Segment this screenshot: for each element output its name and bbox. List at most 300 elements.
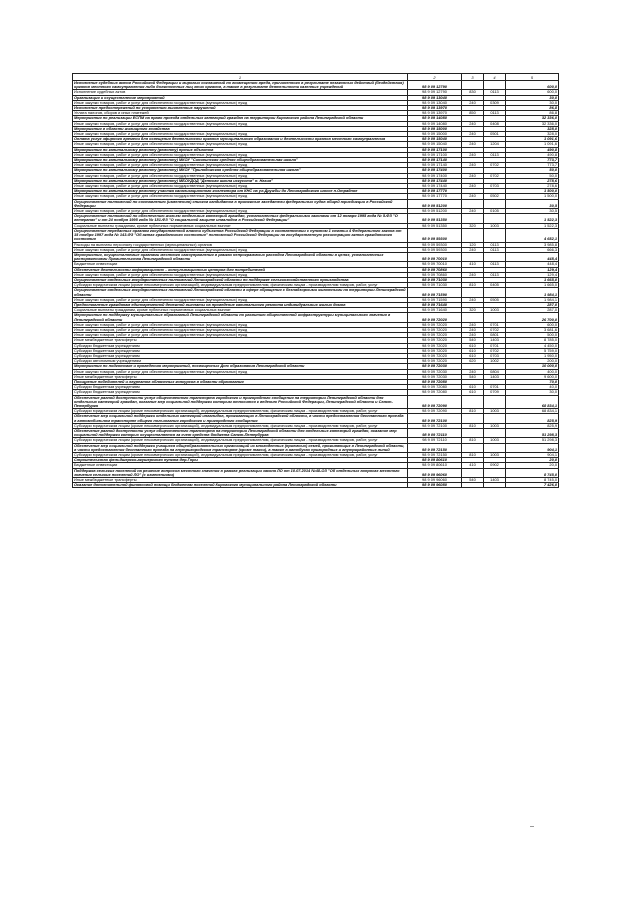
row-amount: 904,1	[506, 443, 559, 452]
row-amount: 30,0	[506, 95, 559, 100]
row-target-code: 98 9 09 72030	[408, 369, 462, 374]
row-target-code: 98 9 09 17770	[408, 194, 462, 199]
row-expense-type: 830	[462, 90, 484, 95]
row-amount: 1 091,6	[506, 142, 559, 147]
row-description: Обеспечение деятельности информационно – консультационных центров для потребителей	[73, 267, 408, 272]
row-description: Осуществление полномочий по составлению (изменению) списков кандидатов в присяжные заседатели федеральных судов общей юрисдикции в Российской Федерации	[73, 199, 408, 208]
row-description: Иные закупки товаров, работ и услуг для обеспечения государственных (муниципальных) нужд	[73, 194, 408, 199]
row-section-code: 0701	[484, 322, 506, 327]
row-amount: 1 984,1	[506, 288, 559, 297]
row-description: Осуществление полномочий по обеспечению жильем отдельных категорий граждан, установленных федеральными законами от 12 января 1995 года № 5-ФЗ "О ветеранах" и от 24 ноября 1995 года № 181-ФЗ "О социальной защите инвалидов в Российской Федерации"	[73, 214, 408, 223]
row-section-code: 1003	[484, 308, 506, 313]
row-section-code: 0408	[484, 121, 506, 126]
row-expense-type: 540	[462, 338, 484, 343]
row-expense-type	[462, 395, 484, 409]
row-description: Мероприятия по капитальному ремонту (ремонту) прочих объектов	[73, 147, 408, 152]
row-description: Субсидии юридическим лицам (кроме некоммерческих организаций), индивидуальным предпринимателям, физическим лицам - производителям товаров, работ, услуг	[73, 438, 408, 443]
row-section-code: 0703	[484, 184, 506, 189]
row-section-code: 1003	[484, 453, 506, 458]
row-target-code: 98 9 09 72030	[408, 364, 462, 369]
row-amount: 3 985,8	[506, 242, 559, 247]
row-target-code: 98 9 09 80610	[408, 463, 462, 468]
row-target-code: 98 9 09 71640	[408, 308, 462, 313]
row-section-code: 0702	[484, 173, 506, 178]
row-expense-type	[462, 199, 484, 208]
row-section-code	[484, 414, 506, 423]
row-section-code	[484, 468, 506, 477]
row-target-code: 98 9 09 17400	[408, 173, 462, 178]
row-amount: 40,0	[506, 385, 559, 390]
row-expense-type: 610	[462, 343, 484, 348]
row-description: Исполнение предостережений по устранению выявленных нарушений	[73, 106, 408, 111]
row-target-code: 98 9 09 71030	[408, 277, 462, 282]
row-description: Исполнение судебных актов Российской Федерации и мировых соглашений по возмещению вреда, причиненного в результате незаконных действий (бездействия) органов местного самоуправления либо должностных лиц этих органов, а также в результате деятельности казенных учреждений	[73, 81, 408, 90]
row-expense-type: 240	[462, 327, 484, 332]
row-amount: 51 298,3	[506, 438, 559, 443]
row-description: Мероприятия по поддержку муниципальных образований Ленинградской области по развитию общественной инфраструктуры муниципального значения в Ленинградской области	[73, 313, 408, 322]
row-amount: 4 450,0	[506, 343, 559, 348]
row-description: Субсидии бюджетным учреждениям	[73, 390, 408, 395]
row-amount: 448,4	[506, 262, 559, 267]
row-description: Иные межбюджетные трансферты	[73, 338, 408, 343]
row-section-code	[484, 288, 506, 297]
row-amount: 1 984,1	[506, 297, 559, 302]
row-target-code: 98 9 09 72100	[408, 414, 462, 423]
row-section-code: 0703	[484, 353, 506, 358]
row-expense-type	[462, 414, 484, 423]
row-description: Осуществление отдельных государственных полномочий Ленинградской области в сфере обращения с безнадзорными животными на территории Ленинградской области	[74, 287, 406, 297]
row-amount: 1 665,0	[506, 283, 559, 288]
row-amount: 200,0	[506, 359, 559, 364]
row-target-code: 98 9 09 72020	[408, 313, 462, 322]
row-expense-type: 810	[462, 423, 484, 428]
row-target-code: 98 9 09 71590	[408, 297, 462, 302]
row-description: Иные закупки товаров, работ и услуг для обеспечения государственных (муниципальных) нужд	[73, 132, 408, 137]
row-description: Организация и осуществление мероприятий	[73, 95, 408, 100]
row-expense-type: 240	[462, 247, 484, 252]
row-amount: 500,0	[506, 333, 559, 338]
row-description: Мероприятия по капитальному ремонту (ремонту) МКОУ "Синявинская средняя общеобразовательная школа"	[73, 158, 408, 163]
row-amount: 490,8	[506, 152, 559, 157]
row-amount: 278,6	[506, 178, 559, 183]
row-amount: 8 785,0	[506, 338, 559, 343]
row-amount: 68 834,1	[506, 409, 559, 414]
row-target-code: 98 9 09 17440	[408, 184, 462, 189]
row-target-code: 98 9 09 72020	[408, 338, 462, 343]
row-target-code: 98 9 09 72080	[408, 385, 462, 390]
row-expense-type: 540	[462, 374, 484, 379]
table-row	[73, 429, 559, 438]
table-row	[73, 228, 559, 242]
row-amount: 1 522,3	[506, 214, 559, 223]
row-amount: 1 091,6	[506, 137, 559, 142]
row-target-code: 98 9 09 17770	[408, 189, 462, 194]
row-expense-type: 240	[462, 132, 484, 137]
row-expense-type: 610	[462, 390, 484, 395]
row-target-code: 98 9 09 72020	[408, 353, 462, 358]
row-description: Субсидии юридическим лицам (кроме некоммерческих организаций), индивидуальным предпринимателям, физическим лицам - производителям товаров, работ, услуг	[73, 453, 408, 458]
row-amount: 825,9	[506, 414, 559, 423]
row-target-code: 98 9 09 59300	[408, 242, 462, 247]
row-target-code: 98 9 09 12790	[408, 81, 462, 90]
row-description: Мероприятия по капитальному ремонту (ремонту) МКОУ "Приладожская средняя общеобразовательная школа"	[73, 168, 408, 173]
row-amount: 5 759,0	[506, 348, 559, 353]
row-section-code: 0405	[484, 283, 506, 288]
row-amount: 1 665,0	[506, 277, 559, 282]
row-amount: 1 522,3	[506, 223, 559, 228]
row-amount: 32 336,0	[506, 121, 559, 126]
row-target-code: 98 9 09 70860	[408, 267, 462, 272]
row-description: Субсидии бюджетным учреждениям	[73, 385, 408, 390]
table-row	[73, 313, 559, 322]
row-target-code: 98 9 09 72020	[408, 348, 462, 353]
row-description: Иные закупки товаров, работ и услуг для обеспечения государственных (муниципальных) нужд	[73, 369, 408, 374]
row-target-code: 98 9 09 72020	[408, 359, 462, 364]
row-section-code: 1204	[484, 142, 506, 147]
row-target-code: 98 9 09 14080	[408, 116, 462, 121]
row-section-code: 0113	[484, 90, 506, 95]
row-section-code: 0701	[484, 385, 506, 390]
row-section-code: 0113	[484, 111, 506, 116]
header-col-2: 2	[408, 74, 462, 81]
row-description: Иные закупки товаров, работ и услуг для обеспечения государственных (муниципальных) нужд	[73, 142, 408, 147]
row-section-code: 0113	[484, 262, 506, 267]
row-description: Обеспечение равной доступности услуг общественного транспорта на территории Ленинградской области для отдельных категорий граждан, оказание мер социальной поддержки которых осуществляется за счет средств бюджета Санкт-Петербурга	[73, 429, 408, 438]
row-target-code: 98 9 09 15040	[408, 142, 462, 147]
row-expense-type	[462, 214, 484, 223]
row-target-code: 98 9 09 72030	[408, 374, 462, 379]
row-section-code: 0902	[484, 463, 506, 468]
row-expense-type: 810	[462, 283, 484, 288]
row-amount: 7 426,0	[506, 483, 559, 488]
row-expense-type	[462, 288, 484, 297]
row-description: Субсидии бюджетным учреждениям	[73, 343, 408, 348]
header-col-3: 3	[462, 74, 484, 81]
row-target-code: 98 9 09 70010	[408, 262, 462, 267]
row-expense-type: 850	[462, 111, 484, 116]
row-target-code: 98 9 09 72090	[408, 395, 462, 409]
row-description: Мероприятия по капитальному ремонту (ремонту) МБОУДОД "Детская школа искусств" п. Назия"	[73, 178, 408, 183]
row-amount: 50,0	[506, 168, 559, 173]
row-description: Предоставление гражданам единовременной денежной выплаты на проведение капитального ремонта индивидуальных жилых домов	[73, 302, 408, 307]
row-target-code: 98 9 09 51200	[408, 209, 462, 214]
row-amount: 68 834,1	[506, 395, 559, 409]
table-header-row	[73, 74, 559, 81]
row-section-code: 0702	[484, 348, 506, 353]
row-section-code: 0113	[484, 242, 506, 247]
row-amount: 600,0	[506, 90, 559, 95]
row-target-code: 98 9 09 72150	[408, 453, 462, 458]
row-description: Иные закупки товаров, работ и услуг для обеспечения государственных (муниципальных) нужд	[73, 272, 408, 277]
row-description: Осуществление отдельных государственных полномочий Ленинградской области по поддержке сельскохозяйственного производства	[73, 277, 408, 282]
row-target-code: 98 9 09 59300	[408, 247, 462, 252]
row-expense-type: 240	[462, 121, 484, 126]
row-expense-type	[462, 228, 484, 242]
row-target-code: 98 9 09 51350	[408, 223, 462, 228]
row-amount: 600,0	[506, 81, 559, 90]
row-target-code: 98 9 09 17100	[408, 152, 462, 157]
row-expense-type	[462, 81, 484, 90]
row-expense-type: 240	[462, 163, 484, 168]
row-amount: 8 745,0	[506, 478, 559, 483]
table-row	[73, 199, 559, 208]
row-section-code: 1003	[484, 223, 506, 228]
row-description: Иные закупки товаров, работ и услуг для обеспечения государственных (муниципальных) нужд	[73, 152, 408, 157]
row-amount: 86,8	[506, 111, 559, 116]
row-amount: 70,0	[506, 379, 559, 384]
row-expense-type	[462, 252, 484, 261]
row-target-code: 98 9 09 80610	[408, 458, 462, 463]
row-section-code: 1403	[484, 338, 506, 343]
budget-table	[72, 73, 559, 488]
row-amount: 129,4	[506, 267, 559, 272]
row-amount: 32 336,0	[506, 116, 559, 121]
row-section-code	[484, 429, 506, 438]
row-amount: 8 745,0	[506, 468, 559, 477]
row-section-code: 0702	[484, 163, 506, 168]
row-section-code: 0701	[484, 343, 506, 348]
row-target-code: 98 9 09 12790	[408, 90, 462, 95]
table-row	[73, 414, 559, 423]
row-amount: 490,8	[506, 147, 559, 152]
table-row	[73, 468, 559, 477]
row-expense-type: 620	[462, 359, 484, 364]
row-amount: 9 600,0	[506, 374, 559, 379]
row-target-code: 98 9 09 72080	[408, 390, 462, 395]
row-section-code: 0105	[484, 209, 506, 214]
table-row	[73, 252, 559, 261]
row-expense-type	[462, 443, 484, 452]
row-description: Иные закупки товаров, работ и услуг для обеспечения государственных (муниципальных) нужд	[73, 184, 408, 189]
row-expense-type: 240	[462, 173, 484, 178]
row-amount: 904,1	[506, 453, 559, 458]
row-target-code: 98 9 09 72090	[408, 409, 462, 414]
row-amount: 3 681,6	[506, 327, 559, 332]
row-description: Иные закупки товаров, работ и услуг для обеспечения государственных (муниципальных) нужд	[73, 297, 408, 302]
row-expense-type: 610	[462, 385, 484, 390]
row-section-code	[484, 252, 506, 261]
row-expense-type: 240	[462, 184, 484, 189]
row-description: Иные закупки товаров, работ и услуг для обеспечения государственных (муниципальных) нужд	[73, 100, 408, 105]
row-expense-type: 240	[462, 322, 484, 327]
row-amount: 287,0	[506, 308, 559, 313]
row-description: Иные межбюджетные трансферты	[73, 478, 408, 483]
row-expense-type: 120	[462, 242, 484, 247]
row-description: Бюджетные инвестиции	[73, 262, 408, 267]
row-expense-type: 810	[462, 438, 484, 443]
row-description: Поддержка сельских поселений на решение вопросов местного значения в рамках реализации закона ЛО от 10.07.2014 №48-ОЗ "Об отдельных вопросах местного значения сельских поселений ЛО" (с изменениями)	[73, 468, 408, 477]
row-section-code	[484, 199, 506, 208]
row-expense-type: 810	[462, 409, 484, 414]
row-description: Расходы на выплаты персоналу государственных (муниципальных) органов	[73, 242, 408, 247]
row-description: Иные закупки товаров, работ и услуг для обеспечения государственных (муниципальных) нужд	[73, 173, 408, 178]
row-description: Поощрение победителей и лауреатов областных конкурсов в области образования	[73, 379, 408, 384]
row-expense-type: 320	[462, 223, 484, 228]
row-target-code: 98 9 09 96060	[408, 468, 462, 477]
row-description: Субсидии юридическим лицам (кроме некоммерческих организаций), индивидуальным предпринимателям, физическим лицам - производителям товаров, работ, услуг	[73, 283, 408, 288]
table-row	[73, 483, 559, 488]
row-expense-type: 410	[462, 262, 484, 267]
row-section-code	[484, 228, 506, 242]
row-description: Иные закупки товаров, работ и услуг для обеспечения государственных (муниципальных) нужд	[73, 322, 408, 327]
row-description: Субсидии автономным учреждениям	[73, 359, 408, 364]
row-expense-type: 240	[462, 272, 484, 277]
row-description: Мероприятия по капитальному ремонту участка канализационного коллектора от КНС на ул.Дружбы до Ленинградского шоссе п.Отрадное	[73, 189, 408, 194]
row-amount: 30,0	[506, 390, 559, 395]
row-amount: 600,0	[506, 322, 559, 327]
row-description: Обеспечение равной доступности услуг общественного транспорта городского и пригородного сообщения на территории Ленинградской области для отдельных категорий граждан, оказание мер социальной поддержки которым относится к ведению Российской Федерации, Ленинградской области и Санкт-Петербурга	[73, 395, 408, 409]
row-target-code: 98 9 09 96080	[408, 483, 462, 488]
row-description: Социальные выплаты гражданам, кроме публичных нормативных социальных выплат	[73, 223, 408, 228]
row-section-code	[484, 313, 506, 322]
row-section-code: 1002	[484, 359, 506, 364]
row-section-code: 0113	[484, 152, 506, 157]
row-section-code	[484, 395, 506, 409]
table-row	[73, 395, 559, 409]
row-section-code: 0804	[484, 369, 506, 374]
row-section-code: 0309	[484, 100, 506, 105]
row-section-code: 0505	[484, 297, 506, 302]
table-body	[73, 81, 559, 488]
table-row	[73, 81, 559, 90]
row-target-code: 98 9 09 71590	[408, 288, 462, 297]
row-description: Иные закупки товаров, работ и услуг для обеспечения государственных (муниципальных) нужд	[73, 327, 408, 332]
row-amount: 666,3	[506, 247, 559, 252]
row-amount: 278,6	[506, 184, 559, 189]
row-target-code: 98 9 09 13040	[408, 100, 462, 105]
row-expense-type: 540	[462, 478, 484, 483]
row-amount: 50,0	[506, 173, 559, 178]
row-description: Мероприятия по подготовке и проведению мероприятий, посвященных Дню образования Ленинградской области	[73, 364, 408, 369]
row-expense-type: 240	[462, 297, 484, 302]
row-amount: 448,4	[506, 252, 559, 261]
row-amount: 30,5	[506, 209, 559, 214]
row-amount: 400,0	[506, 369, 559, 374]
row-description: Иные межбюджетные трансферты	[73, 374, 408, 379]
row-expense-type	[462, 429, 484, 438]
row-expense-type: 240	[462, 369, 484, 374]
row-description: Оплата услуг эфирного времени для освещения деятельности органов муниципального образования и деятельности органов местного самоуправления	[73, 137, 408, 142]
row-section-code: 0709	[484, 390, 506, 395]
row-target-code: 98 9 09 51350	[408, 214, 462, 223]
row-target-code: 98 9 09 72020	[408, 343, 462, 348]
row-description: Мероприятия, осуществляемые органами местного самоуправления в рамках непрограммных расходов Ленинградской области в целях, установленных распоряжениями Правительства Ленинградской области	[73, 252, 408, 261]
row-amount: 51 298,3	[506, 429, 559, 438]
row-expense-type: 610	[462, 353, 484, 358]
row-target-code: 98 9 09 59300	[408, 228, 462, 242]
row-description: Субсидии бюджетным учреждениям	[73, 353, 408, 358]
scan-mark	[530, 826, 534, 827]
row-expense-type: 240	[462, 333, 484, 338]
header-col-1: 1	[73, 74, 408, 81]
row-section-code: 0502	[484, 194, 506, 199]
row-target-code: 98 9 09 72100	[408, 423, 462, 428]
row-target-code: 98 9 09 51200	[408, 199, 462, 208]
row-target-code: 98 9 09 71030	[408, 283, 462, 288]
row-description: Мероприятия в области жилищного хозяйства	[73, 126, 408, 131]
row-amount: 30,5	[506, 199, 559, 208]
row-target-code: 98 9 09 70010	[408, 252, 462, 261]
row-section-code: 0113	[484, 247, 506, 252]
row-section-code: 1403	[484, 374, 506, 379]
row-description: Обеспечение мер социальной поддержки отдельных категорий инвалидов, проживающих в Ленинградской области, в части предоставления бесплатного проезда в автомобильном транспорте общего пользования городского и пригородного сообщения	[73, 414, 408, 423]
row-expense-type: 610	[462, 348, 484, 353]
row-expense-type: 240	[462, 152, 484, 157]
row-description: Иные закупки товаров, работ и услуг для обеспечения государственных (муниципальных) нужд	[73, 209, 408, 214]
row-section-code: 1003	[484, 438, 506, 443]
budget-document-page	[72, 73, 558, 488]
row-section-code: 1003	[484, 423, 506, 428]
row-expense-type: 240	[462, 142, 484, 147]
row-amount: 773,7	[506, 158, 559, 163]
row-description: Субсидии юридическим лицам (кроме некоммерческих организаций), индивидуальным предпринимателям, физическим лицам - производителям товаров, работ, услуг	[73, 409, 408, 414]
row-target-code: 98 9 09 14080	[408, 121, 462, 126]
row-amount: 825,9	[506, 423, 559, 428]
row-amount: 4 652,1	[506, 228, 559, 242]
row-target-code: 98 9 09 13040	[408, 95, 462, 100]
row-section-code: 1003	[484, 409, 506, 414]
row-amount: 773,7	[506, 163, 559, 168]
row-section-code: 0113	[484, 272, 506, 277]
row-description: Обеспечение мер социальной поддержки учащихся общеобразовательных организаций из многодетных (приемных) семей, проживающих в Ленинградской области, в части предоставления бесплатного проезда на внутригородском транспорте (кроме такси), а также в автобусах пригородных и внутрирайонных линий	[73, 443, 408, 452]
row-amount: 129,4	[506, 272, 559, 277]
row-target-code: 98 9 09 72020	[408, 322, 462, 327]
row-target-code: 98 9 09 17140	[408, 158, 462, 163]
row-target-code: 98 9 09 15040	[408, 137, 462, 142]
row-amount: 20,0	[506, 463, 559, 468]
row-amount: 1 950,0	[506, 353, 559, 358]
row-target-code: 98 9 09 72080	[408, 379, 462, 384]
row-section-code	[484, 443, 506, 452]
row-section-code: 0702	[484, 327, 506, 332]
table-row	[73, 288, 559, 297]
row-section-code: 0801	[484, 333, 506, 338]
row-expense-type	[462, 468, 484, 477]
row-target-code: 98 9 09 15000	[408, 132, 462, 137]
row-target-code: 98 9 09 72020	[408, 333, 462, 338]
row-section-code: 1403	[484, 478, 506, 483]
row-description: Оказание дополнительной финансовой помощи бюджетам поселений Кировского муниципального района Ленинградской области	[73, 483, 408, 488]
row-target-code: 98 9 09 17100	[408, 147, 462, 152]
row-description: Иные закупки товаров, работ и услуг для обеспечения государственных (муниципальных) нужд	[73, 247, 408, 252]
row-amount: 30,0	[506, 100, 559, 105]
row-section-code	[484, 81, 506, 90]
row-amount: 10 000,0	[506, 364, 559, 369]
row-target-code: 98 9 09 13970	[408, 106, 462, 111]
row-section-code	[484, 483, 506, 488]
row-section-code	[484, 214, 506, 223]
row-expense-type	[462, 483, 484, 488]
row-expense-type: 810	[462, 453, 484, 458]
row-target-code: 98 9 09 72150	[408, 443, 462, 452]
row-description: Иные закупки товаров, работ и услуг для обеспечения государственных (муниципальных) нужд	[73, 333, 408, 338]
row-target-code: 98 9 09 71640	[408, 302, 462, 307]
row-section-code: 0501	[484, 132, 506, 137]
row-expense-type	[462, 313, 484, 322]
row-expense-type: 240	[462, 194, 484, 199]
row-target-code: 98 9 09 72020	[408, 327, 462, 332]
row-description: Иные закупки товаров, работ и услуг для обеспечения государственных (муниципальных) нужд	[73, 163, 408, 168]
row-amount: 20,0	[506, 458, 559, 463]
row-description: Мероприятия по реализации ЕСПМ на право проезда отдельных категорий граждан на территории Кировского района Ленинградской области	[73, 116, 408, 121]
row-amount: 1 500,0	[506, 194, 559, 199]
row-amount: 328,0	[506, 126, 559, 131]
header-col-5: 5	[506, 74, 559, 81]
row-description: Уплата налогов, сборов и иных платежей	[73, 111, 408, 116]
row-target-code: 98 9 09 17140	[408, 163, 462, 168]
row-target-code: 98 9 09 96060	[408, 478, 462, 483]
row-description: Бюджетные инвестиции	[73, 463, 408, 468]
